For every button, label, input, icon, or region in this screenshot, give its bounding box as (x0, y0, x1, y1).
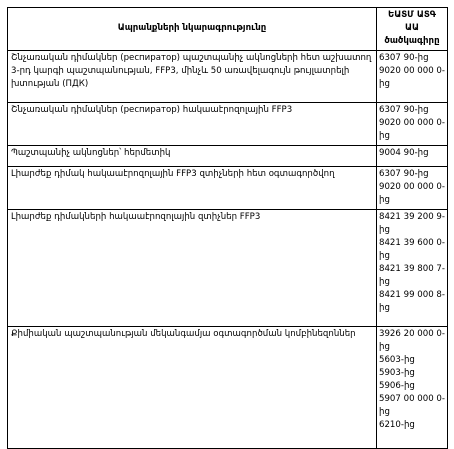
row-codes (377, 146, 448, 167)
code-item: 9020 00 000 0-ից (379, 118, 445, 141)
header-description: Ապրանքների նկարագրությունը (8, 8, 377, 51)
table-row (8, 327, 448, 449)
goods-table (7, 7, 448, 449)
table-row (8, 103, 448, 146)
code-item: 9020 00 000 0-ից (379, 66, 445, 89)
row-codes (377, 327, 448, 449)
row-description: Շնչառական դիմակներ (респиратор) պաշտպանիչ ակնոցների հետ աշխատող 3-րդ կարգի պաշտպանության, FFP3, մինչև 50 առավելագույն թույլատրելի խտության (ПДК) (8, 51, 377, 103)
code-item: 9020 00 000 0-ից (379, 182, 445, 205)
table-row (8, 146, 448, 167)
row-codes (377, 210, 448, 327)
row-codes (377, 103, 448, 146)
code-item: 5903-ից (379, 368, 415, 378)
code-item: 6210-ից (379, 420, 415, 430)
code-item: 6307 90-ից (379, 105, 429, 115)
code-item: 8421 39 600 0-ից (379, 238, 445, 261)
row-description: Լիարժեք դիմակների հակաաէրոզոլային զտիչներ FFP3 (8, 210, 377, 327)
code-item: 5907 00 000 0-ից (379, 394, 445, 417)
code-item: 5603-ից (379, 355, 415, 365)
row-codes (377, 167, 448, 210)
code-item: 3926 20 000 0-ից (379, 329, 445, 352)
code-item: 8421 39 800 7-ից (379, 264, 445, 287)
code-item: 8421 99 000 8-ից (379, 290, 445, 313)
code-item: 6307 90-ից (379, 53, 429, 63)
header-code: ԵԱՏՄ ԱՏԳ ԱԱ ծածկագիրը (377, 8, 448, 51)
table-row (8, 210, 448, 327)
table-row (8, 167, 448, 210)
table-row (8, 51, 448, 103)
row-description: Շնչառական դիմակներ (респиратор) հակաաէրոզոլային FFP3 (8, 103, 377, 146)
row-codes (377, 51, 448, 103)
row-description: Լիարժեք դիմակ հակաաէրոզոլային FFP3 զտիչների հետ օգտագործվող (8, 167, 377, 210)
row-description: Քիմիական պաշտպանության մեկանգամյա օգտագործման կոմբինեզոններ (8, 327, 377, 449)
table-header-row (8, 8, 448, 51)
code-item: 5906-ից (379, 381, 415, 391)
row-description: Պաշտպանիչ ակնոցներ՝ հերմետիկ (8, 146, 377, 167)
code-item: 8421 39 200 9-ից (379, 212, 445, 235)
code-item: 9004 90-ից (379, 148, 429, 158)
code-item: 6307 90-ից (379, 169, 429, 179)
